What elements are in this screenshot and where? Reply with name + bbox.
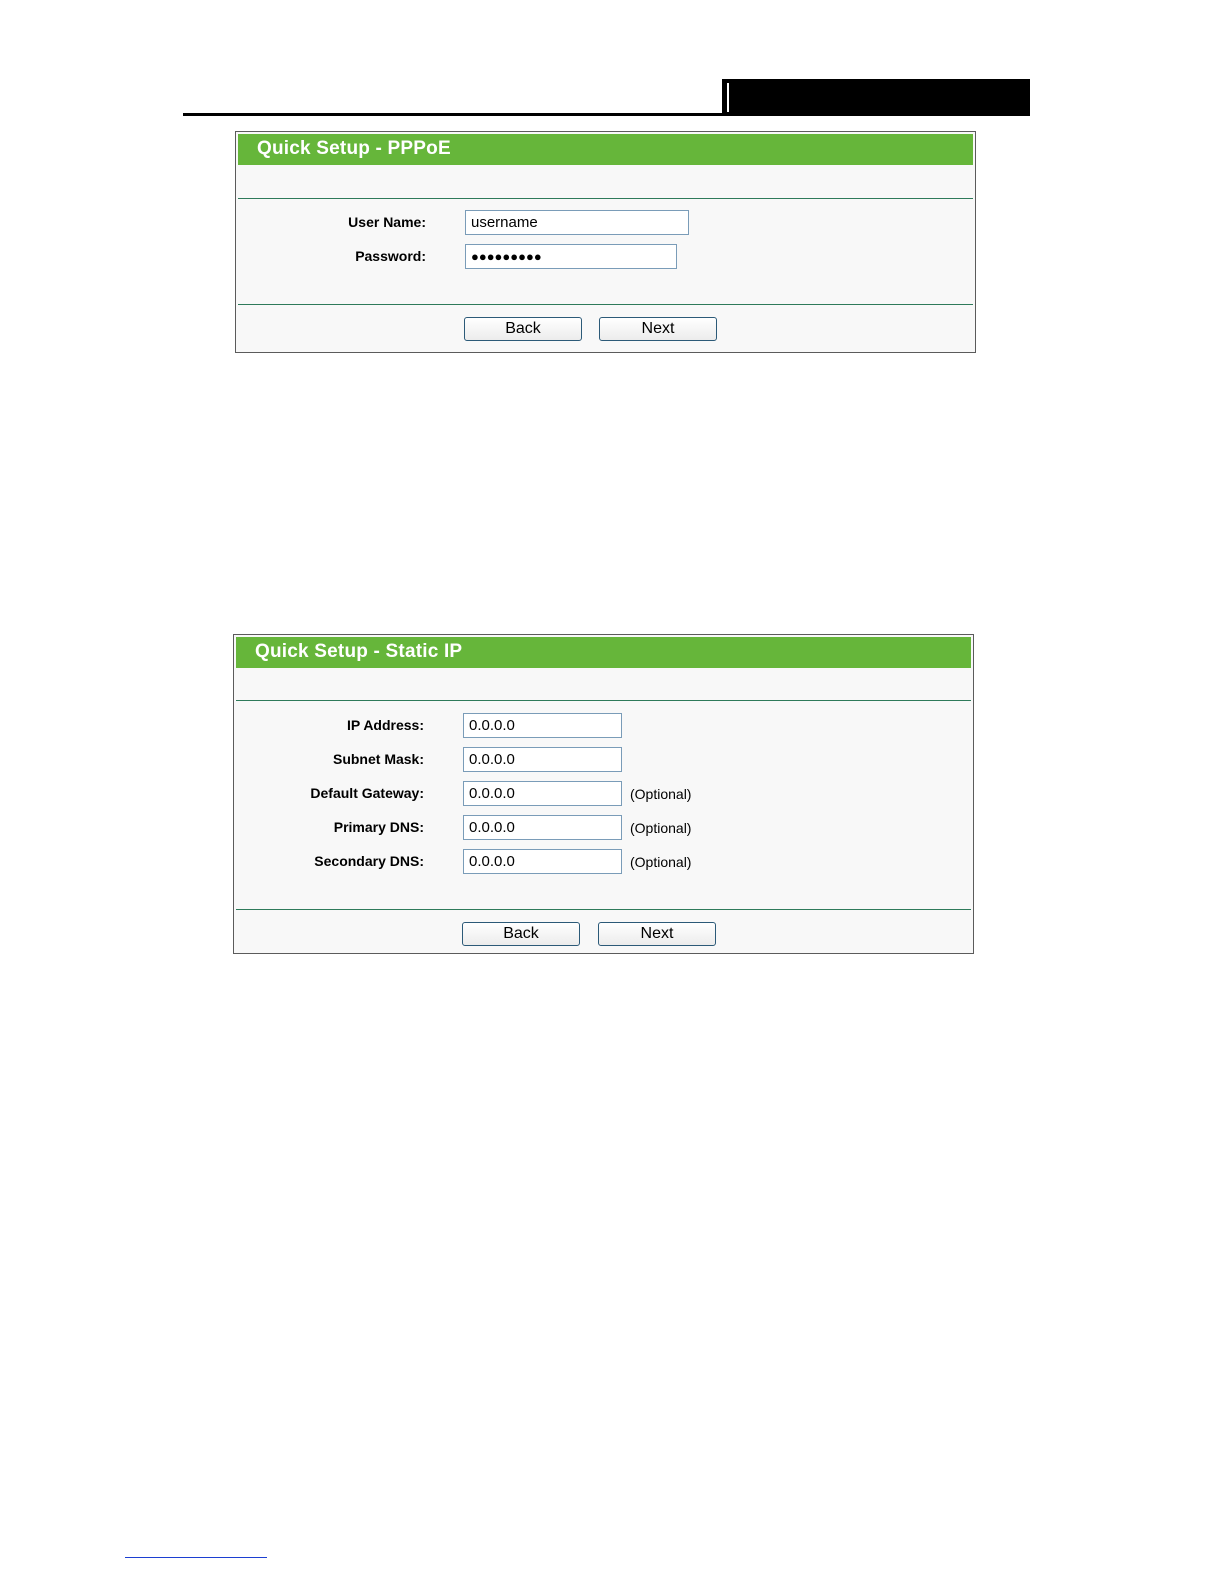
- user-name-input[interactable]: [465, 210, 689, 235]
- default-gateway-input[interactable]: [463, 781, 622, 806]
- static-ip-title-bar: [236, 637, 971, 668]
- static-ip-back-button[interactable]: Back: [462, 922, 580, 946]
- user-name-label: User Name:: [348, 214, 426, 230]
- pppoe-back-button[interactable]: Back: [464, 317, 582, 341]
- static-ip-bottom-rule: [236, 909, 971, 910]
- password-label: Password:: [355, 248, 426, 264]
- subnet-mask-input[interactable]: [463, 747, 622, 772]
- primary-dns-optional-note: (Optional): [630, 820, 692, 836]
- static-ip-title: Quick Setup - Static IP: [255, 641, 463, 662]
- password-input[interactable]: ●●●●●●●●●: [465, 244, 677, 269]
- secondary-dns-label: Secondary DNS:: [314, 853, 424, 869]
- pppoe-panel: [235, 131, 976, 353]
- secondary-dns-optional-note: (Optional): [630, 854, 692, 870]
- pppoe-next-button[interactable]: Next: [599, 317, 717, 341]
- pppoe-bottom-rule: [238, 304, 973, 305]
- secondary-dns-input[interactable]: [463, 849, 622, 874]
- primary-dns-label: Primary DNS:: [333, 819, 424, 835]
- header-rule: [183, 113, 1030, 116]
- primary-dns-input[interactable]: [463, 815, 622, 840]
- footer-link-underline: [125, 1557, 267, 1558]
- subnet-mask-label: Subnet Mask:: [332, 751, 424, 767]
- default-gateway-optional-note: (Optional): [630, 786, 692, 802]
- default-gateway-label: Default Gateway:: [310, 785, 424, 801]
- static-ip-top-rule: [236, 700, 971, 701]
- static-ip-panel: [233, 634, 974, 954]
- pppoe-title: Quick Setup - PPPoE: [257, 138, 451, 159]
- static-ip-next-button[interactable]: Next: [598, 922, 716, 946]
- pppoe-title-bar: [238, 134, 973, 165]
- ip-address-input[interactable]: [463, 713, 622, 738]
- header-notch: [727, 83, 729, 112]
- ip-address-label: IP Address:: [346, 717, 424, 733]
- pppoe-top-rule: [238, 198, 973, 199]
- header-black-tab: [722, 79, 1030, 116]
